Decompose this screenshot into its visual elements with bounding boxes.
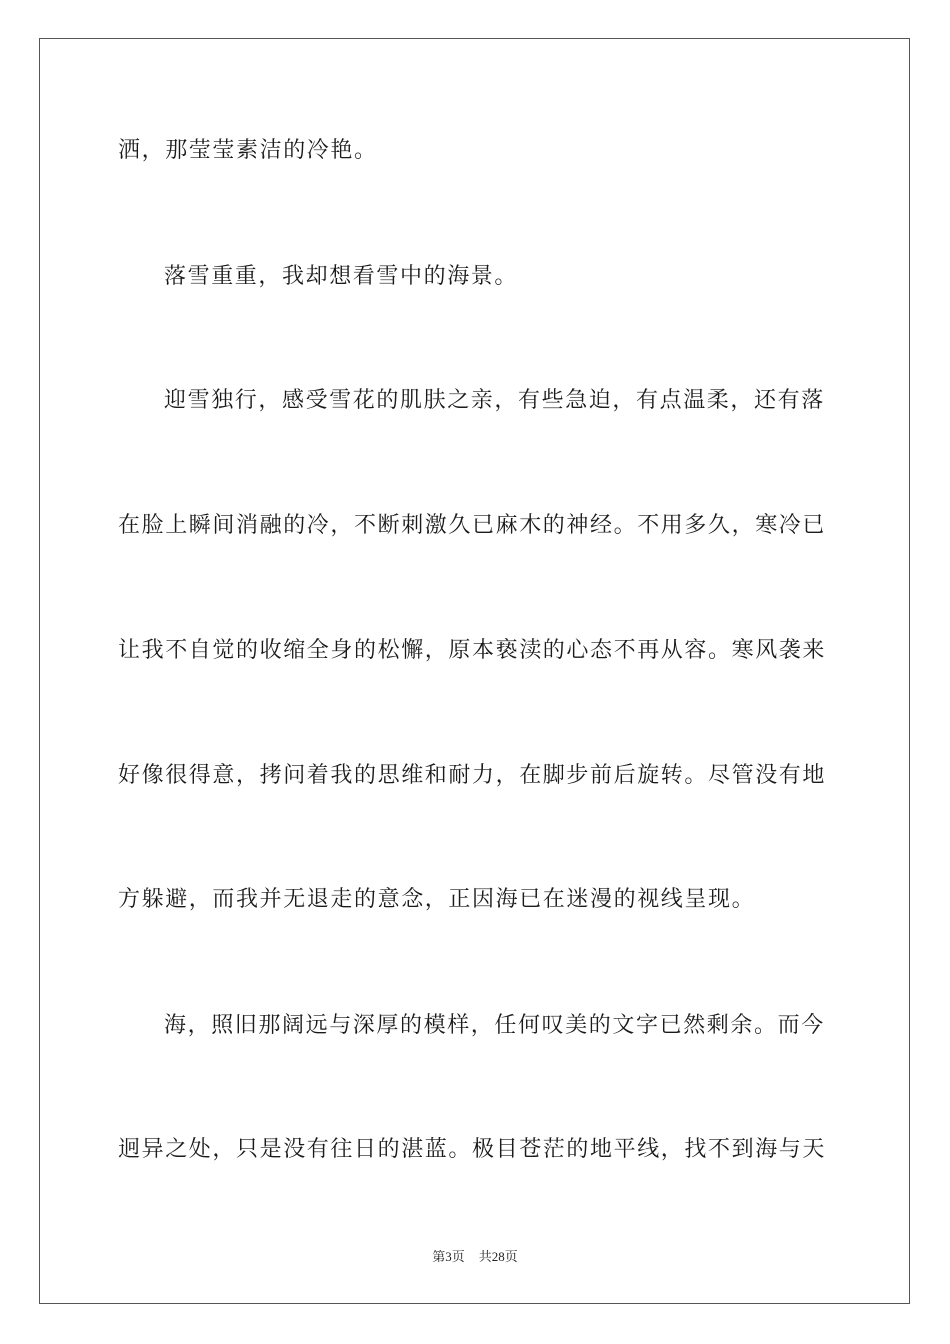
page-total: 共28页 (478, 1249, 518, 1264)
text-line: 好像很得意，拷问着我的思维和耐力，在脚步前后旋转。尽管没有地 (118, 763, 827, 788)
text-line: 让我不自觉的收缩全身的松懈，原本亵渎的心态不再从容。寒风袭来 (118, 638, 827, 663)
text-line: 海，照旧那阔远与深厚的模样，任何叹美的文字已然剩余。而今 (164, 1013, 825, 1038)
text-line: 落雪重重，我却想看雪中的海景。 (164, 264, 519, 289)
page-border (39, 38, 910, 1304)
text-line: 在脸上瞬间消融的冷，不断刺激久已麻木的神经。不用多久，寒冷已 (118, 513, 827, 538)
text-line: 迥异之处，只是没有往日的湛蓝。极目苍茫的地平线，找不到海与天 (118, 1137, 827, 1162)
page-number: 第3页 (432, 1249, 465, 1264)
page-footer (0, 1248, 950, 1266)
text-line: 方躲避，而我并无退走的意念，正因海已在迷漫的视线呈现。 (118, 887, 756, 912)
text-line: 洒，那莹莹素洁的冷艳。 (118, 138, 378, 163)
text-line: 迎雪独行，感受雪花的肌肤之亲，有些急迫，有点温柔，还有落 (164, 388, 825, 413)
